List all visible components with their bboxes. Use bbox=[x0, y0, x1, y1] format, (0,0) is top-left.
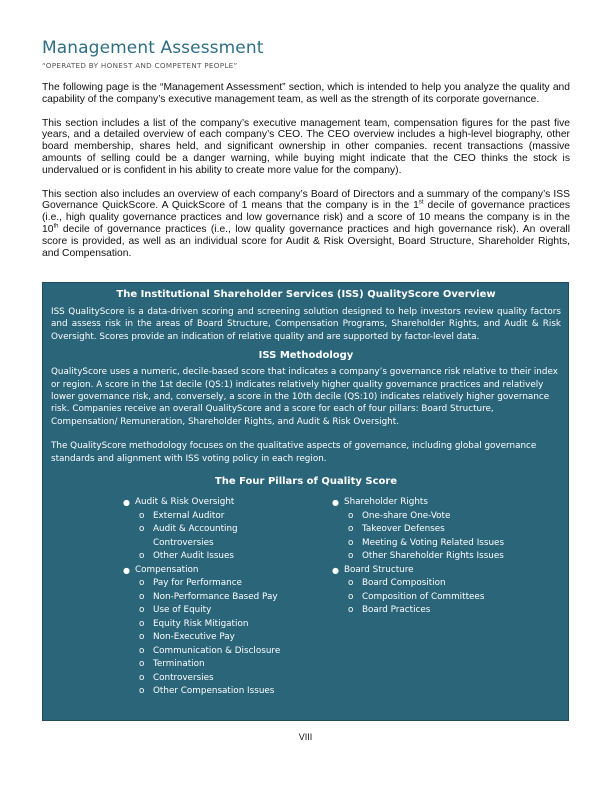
iss-overview-heading: The Institutional Shareholder Services (ISS) QualityScore Overview bbox=[116, 289, 496, 300]
page-title: Management Assessment bbox=[42, 38, 264, 58]
pillar-subitem-label: Board Composition bbox=[362, 578, 446, 589]
circle-bullet-icon: o bbox=[139, 672, 145, 683]
circle-bullet-icon: o bbox=[139, 524, 145, 535]
intro-p3-part-a: This section also includes an overview of each company’s Board of Directors and a summary of the company’s ISS Governance QuickScore. A QuickScore of 1 means that the company is in the 1 bbox=[42, 188, 570, 212]
pillar-subitem-label: Use of Equity bbox=[153, 605, 212, 616]
intro-paragraph-2: This section includes a list of the company’s executive management team, compensation figures for the past five years, and a detailed overview of each company’s CEO. The CEO overview includes a high-level biography, other board membership, shares held, and significant ownership in other companies. recent transactions (massive amounts of selling could be a danger warning, while buying might indicate that the CEO thinks the stock is undervalued or is confident in his ability to create more value for the company). bbox=[42, 117, 570, 176]
ordinal-suffix-1st: st bbox=[418, 199, 424, 206]
circle-bullet-icon: o bbox=[139, 659, 145, 670]
pillar-subitem-label: Audit & Accounting Controversies bbox=[153, 524, 238, 548]
pillar-subitems bbox=[344, 577, 510, 618]
pillar-subitem-label: Other Shareholder Rights Issues bbox=[362, 551, 504, 562]
pillar-item bbox=[121, 496, 301, 564]
circle-bullet-icon: o bbox=[139, 686, 145, 697]
pillar-subitem bbox=[348, 550, 510, 564]
bullet-icon: ● bbox=[123, 498, 130, 508]
iss-overview-text: ISS QualityScore is a data-driven scoring and screening solution designed to help investors review quality factors and assess risk in the areas of Board Structure, Compensation Programs, Shareholder Rights, and Audit & Risk Oversight. Scores provide an indication of relative quality and are supported by factor-level data. bbox=[51, 307, 561, 342]
bullet-icon: ● bbox=[332, 565, 339, 575]
intro-p3-part-c: decile of governance practices (i.e., low quality governance practices and high governance risk). An overall score is provided, as well as an individual score for Audit & Risk Oversight, Board Structure, Shareholder Rights, and Compensation. bbox=[42, 223, 570, 259]
bullet-icon: ● bbox=[332, 498, 339, 508]
circle-bullet-icon: o bbox=[139, 510, 145, 521]
four-pillars-heading: The Four Pillars of Quality Score bbox=[214, 476, 398, 488]
pillar-subitem bbox=[348, 577, 510, 591]
pillar-subitem bbox=[139, 591, 301, 605]
pillar-name: Board Structure bbox=[344, 564, 414, 575]
pillar-subitem bbox=[139, 658, 301, 672]
pillar-subitem bbox=[348, 591, 510, 605]
pillar-subitem bbox=[348, 537, 510, 551]
pillar-subitem-label: Composition of Committees bbox=[362, 591, 485, 602]
pillars-list bbox=[51, 496, 561, 706]
pillar-subitem-label: Equity Risk Mitigation bbox=[153, 618, 249, 629]
circle-bullet-icon: o bbox=[348, 578, 354, 589]
pillar-subitem bbox=[139, 510, 301, 524]
intro-p3-part-b: decile of governance practices (i.e., high quality governance practices and low governance risk) and a score of 10 means the company is in the 10 bbox=[42, 200, 571, 235]
circle-bullet-icon: o bbox=[348, 537, 354, 548]
pillar-subitem bbox=[139, 672, 301, 686]
pillar-subitem-label: Takeover Defenses bbox=[362, 524, 445, 535]
circle-bullet-icon: o bbox=[348, 551, 354, 562]
circle-bullet-icon: o bbox=[139, 632, 145, 643]
pillar-name: Audit & Risk Oversight bbox=[135, 497, 235, 508]
circle-bullet-icon: o bbox=[348, 605, 354, 616]
pillar-name: Shareholder Rights bbox=[344, 497, 428, 508]
pillar-subitem-label: One-share One-Vote bbox=[362, 510, 451, 521]
pillar-subitem bbox=[139, 550, 301, 564]
circle-bullet-icon: o bbox=[348, 510, 354, 521]
page-content bbox=[42, 38, 570, 259]
pillar-subitem-label: Termination bbox=[153, 659, 205, 670]
pillar-item bbox=[330, 496, 510, 564]
circle-bullet-icon: o bbox=[348, 591, 354, 602]
circle-bullet-icon: o bbox=[139, 551, 145, 562]
pillar-subitems bbox=[344, 510, 510, 564]
pillar-subitem bbox=[139, 523, 301, 550]
pillar-subitem-label: Pay for Performance bbox=[153, 578, 242, 589]
circle-bullet-icon: o bbox=[139, 605, 145, 616]
pillar-subitems bbox=[135, 510, 301, 564]
bullet-icon: ● bbox=[123, 565, 130, 575]
pillars-right-list bbox=[330, 496, 510, 618]
pillars-left-column bbox=[121, 496, 301, 699]
iss-focus-text: The QualityScore methodology focuses on the qualitative aspects of governance, including global governance standards and alignment with ISS voting policy in each region. bbox=[51, 441, 537, 464]
pillar-subitem-label: Other Audit Issues bbox=[153, 551, 234, 562]
iss-methodology-heading: ISS Methodology bbox=[258, 350, 354, 362]
pillar-item bbox=[330, 564, 510, 618]
pillar-subitem bbox=[139, 604, 301, 618]
circle-bullet-icon: o bbox=[139, 618, 145, 629]
circle-bullet-icon: o bbox=[348, 524, 354, 535]
pillar-subitem-label: Controversies bbox=[153, 672, 214, 683]
iss-qualityscore-box bbox=[42, 282, 569, 721]
pillar-subitem bbox=[139, 618, 301, 632]
pillar-subitem bbox=[139, 577, 301, 591]
pillar-subitem bbox=[348, 604, 510, 618]
pillar-subitem bbox=[139, 645, 301, 659]
circle-bullet-icon: o bbox=[139, 578, 145, 589]
pillars-left-list bbox=[121, 496, 301, 699]
ordinal-suffix-10th: th bbox=[53, 223, 59, 230]
pillars-right-column bbox=[330, 496, 510, 618]
pillar-subitem bbox=[139, 631, 301, 645]
pillar-item bbox=[121, 564, 301, 699]
iss-methodology-text: QualityScore uses a numeric, decile-based score that indicates a company’s governance risk relative to their index or region. A score in the 1st decile (QS:1) indicates relatively higher quality governance practices and relatively lower governance risk, and, conversely, a score in the 10th decile (QS:10) indicates relatively higher governance risk. Companies receive an overall QualityScore and a score for each of four pillars: Board Structure, Compensation/ Remuneration, Shareholder Rights, and Audit & Risk Oversight. bbox=[51, 367, 558, 427]
pillar-subitem-label: Communication & Disclosure bbox=[153, 645, 281, 656]
intro-paragraph-3 bbox=[42, 189, 570, 260]
pillar-subitem-label: Non-Performance Based Pay bbox=[153, 591, 278, 602]
page-subtitle: “OPERATED BY HONEST AND COMPETENT PEOPLE” bbox=[42, 61, 238, 70]
intro-paragraph-1: The following page is the “Management Assessment” section, which is intended to help you analyze the quality and capability of the company’s executive management team, as well as the strength of its corporate governance. bbox=[42, 82, 570, 105]
circle-bullet-icon: o bbox=[139, 645, 145, 656]
pillar-subitem bbox=[348, 510, 510, 524]
pillar-subitem bbox=[348, 523, 510, 537]
pillar-subitem bbox=[139, 685, 301, 699]
pillar-subitems bbox=[135, 577, 301, 699]
pillar-subitem-label: External Auditor bbox=[153, 510, 225, 521]
circle-bullet-icon: o bbox=[139, 591, 145, 602]
pillar-subitem-label: Non-Executive Pay bbox=[153, 632, 235, 643]
pillar-subitem-label: Board Practices bbox=[362, 605, 431, 616]
pillar-subitem-label: Meeting & Voting Related Issues bbox=[362, 537, 505, 548]
pillar-subitem-label: Other Compensation Issues bbox=[153, 686, 275, 697]
page-number: VIII bbox=[298, 732, 313, 742]
pillar-name: Compensation bbox=[135, 564, 199, 575]
